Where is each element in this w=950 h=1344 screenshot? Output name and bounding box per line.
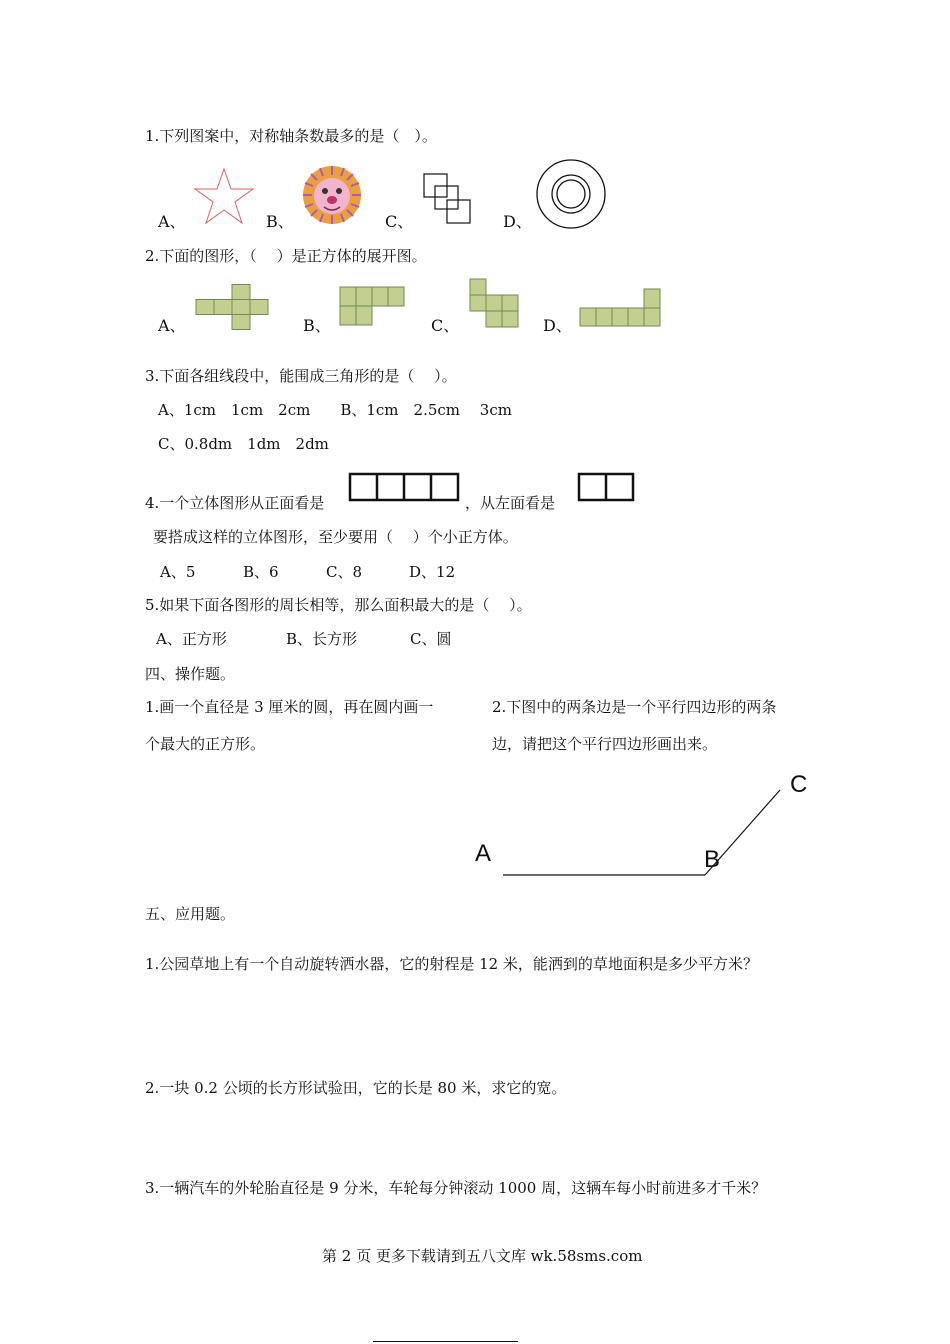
q4-option-a: A、5: [160, 563, 196, 581]
page-footer: 第 2 页 更多下载请到五八文库 wk.58sms.com: [322, 1247, 643, 1265]
q4-line-2: 要搭成这样的立体图形，至少要用（ ）个小正方体。: [153, 528, 518, 546]
q3-stem: 3.下面各组线段中，能围成三角形的是（ ）。: [145, 367, 457, 385]
left-view-figure: [577, 472, 635, 502]
q5-option-a: A、正方形: [156, 630, 227, 648]
section-4-title: 四、操作题。: [145, 665, 236, 683]
point-c-label: C: [790, 771, 808, 798]
q2-option-d-label: D、: [543, 316, 572, 335]
q5-stem: 5.如果下面各图形的周长相等，那么面积最大的是（ ）。: [145, 596, 532, 614]
q4-stem-left: ，从左面看是: [465, 494, 556, 512]
point-b-label: B: [704, 846, 721, 873]
q2-option-b-label: B、: [303, 316, 331, 335]
q5-option-b: B、长方形: [286, 630, 358, 648]
section-5-title: 五、应用题。: [145, 905, 236, 923]
op-1-line-2: 个最大的正方形。: [145, 735, 266, 753]
op-2-line-2: 边，请把这个平行四边形画出来。: [492, 735, 718, 753]
app-3: 3.一辆汽车的外轮胎直径是 9 分米，车轮每分钟滚动 1000 周，这辆车每小时前进多才千米？: [145, 1179, 767, 1197]
q4-option-d: D、12: [409, 563, 456, 581]
op-2-line-1: 2.下图中的两条边是一个平行四边形的两条: [492, 698, 777, 716]
cube-net-d: [579, 288, 663, 328]
q5-option-c: C、圆: [410, 630, 452, 648]
q1-option-b-label: B、: [266, 212, 294, 231]
point-a-label: A: [475, 840, 492, 867]
app-2: 2.一块 0.2 公顷的长方形试验田，它的长是 80 米，求它的宽。: [145, 1079, 567, 1097]
front-view-figure: [348, 472, 460, 502]
q4-stem-front: 4.一个立体图形从正面看是: [145, 494, 325, 512]
q2-option-a-label: A、: [158, 316, 186, 335]
op-1-line-1: 1.画一个直径是 3 厘米的圆，再在圆内画一: [145, 698, 434, 716]
q1-option-c-label: C、: [385, 212, 414, 231]
cube-net-a: [195, 284, 271, 330]
app-1: 1.公园草地上有一个自动旋转洒水器，它的射程是 12 米，能洒到的草地面积是多少平方米？: [145, 955, 758, 973]
q1-option-a-label: A、: [158, 212, 186, 231]
q1-option-d-label: D、: [503, 212, 532, 231]
q4-option-b: B、6: [243, 563, 279, 581]
overlapping-squares-figure: [423, 173, 473, 225]
lion-figure: [302, 165, 362, 225]
parallelogram-sides-figure: [500, 785, 790, 880]
q1-stem: 1.下列图案中，对称轴条数最多的是（ ）。: [145, 127, 437, 145]
q2-option-c-label: C、: [431, 316, 460, 335]
q4-option-c: C、8: [326, 563, 363, 581]
cube-net-b: [339, 286, 407, 326]
q3-options-row-1: A、1cm 1cm 2cm B、1cm 2.5cm 3cm: [158, 401, 512, 419]
cube-net-c: [469, 278, 519, 328]
q3-options-row-2: C、0.8dm 1dm 2dm: [158, 435, 329, 453]
q2-stem: 2.下面的图形，（ ）是正方体的展开图。: [145, 247, 427, 265]
star-figure: [193, 167, 255, 225]
footer-divider: [373, 1341, 518, 1342]
concentric-circles-figure: [535, 158, 607, 230]
